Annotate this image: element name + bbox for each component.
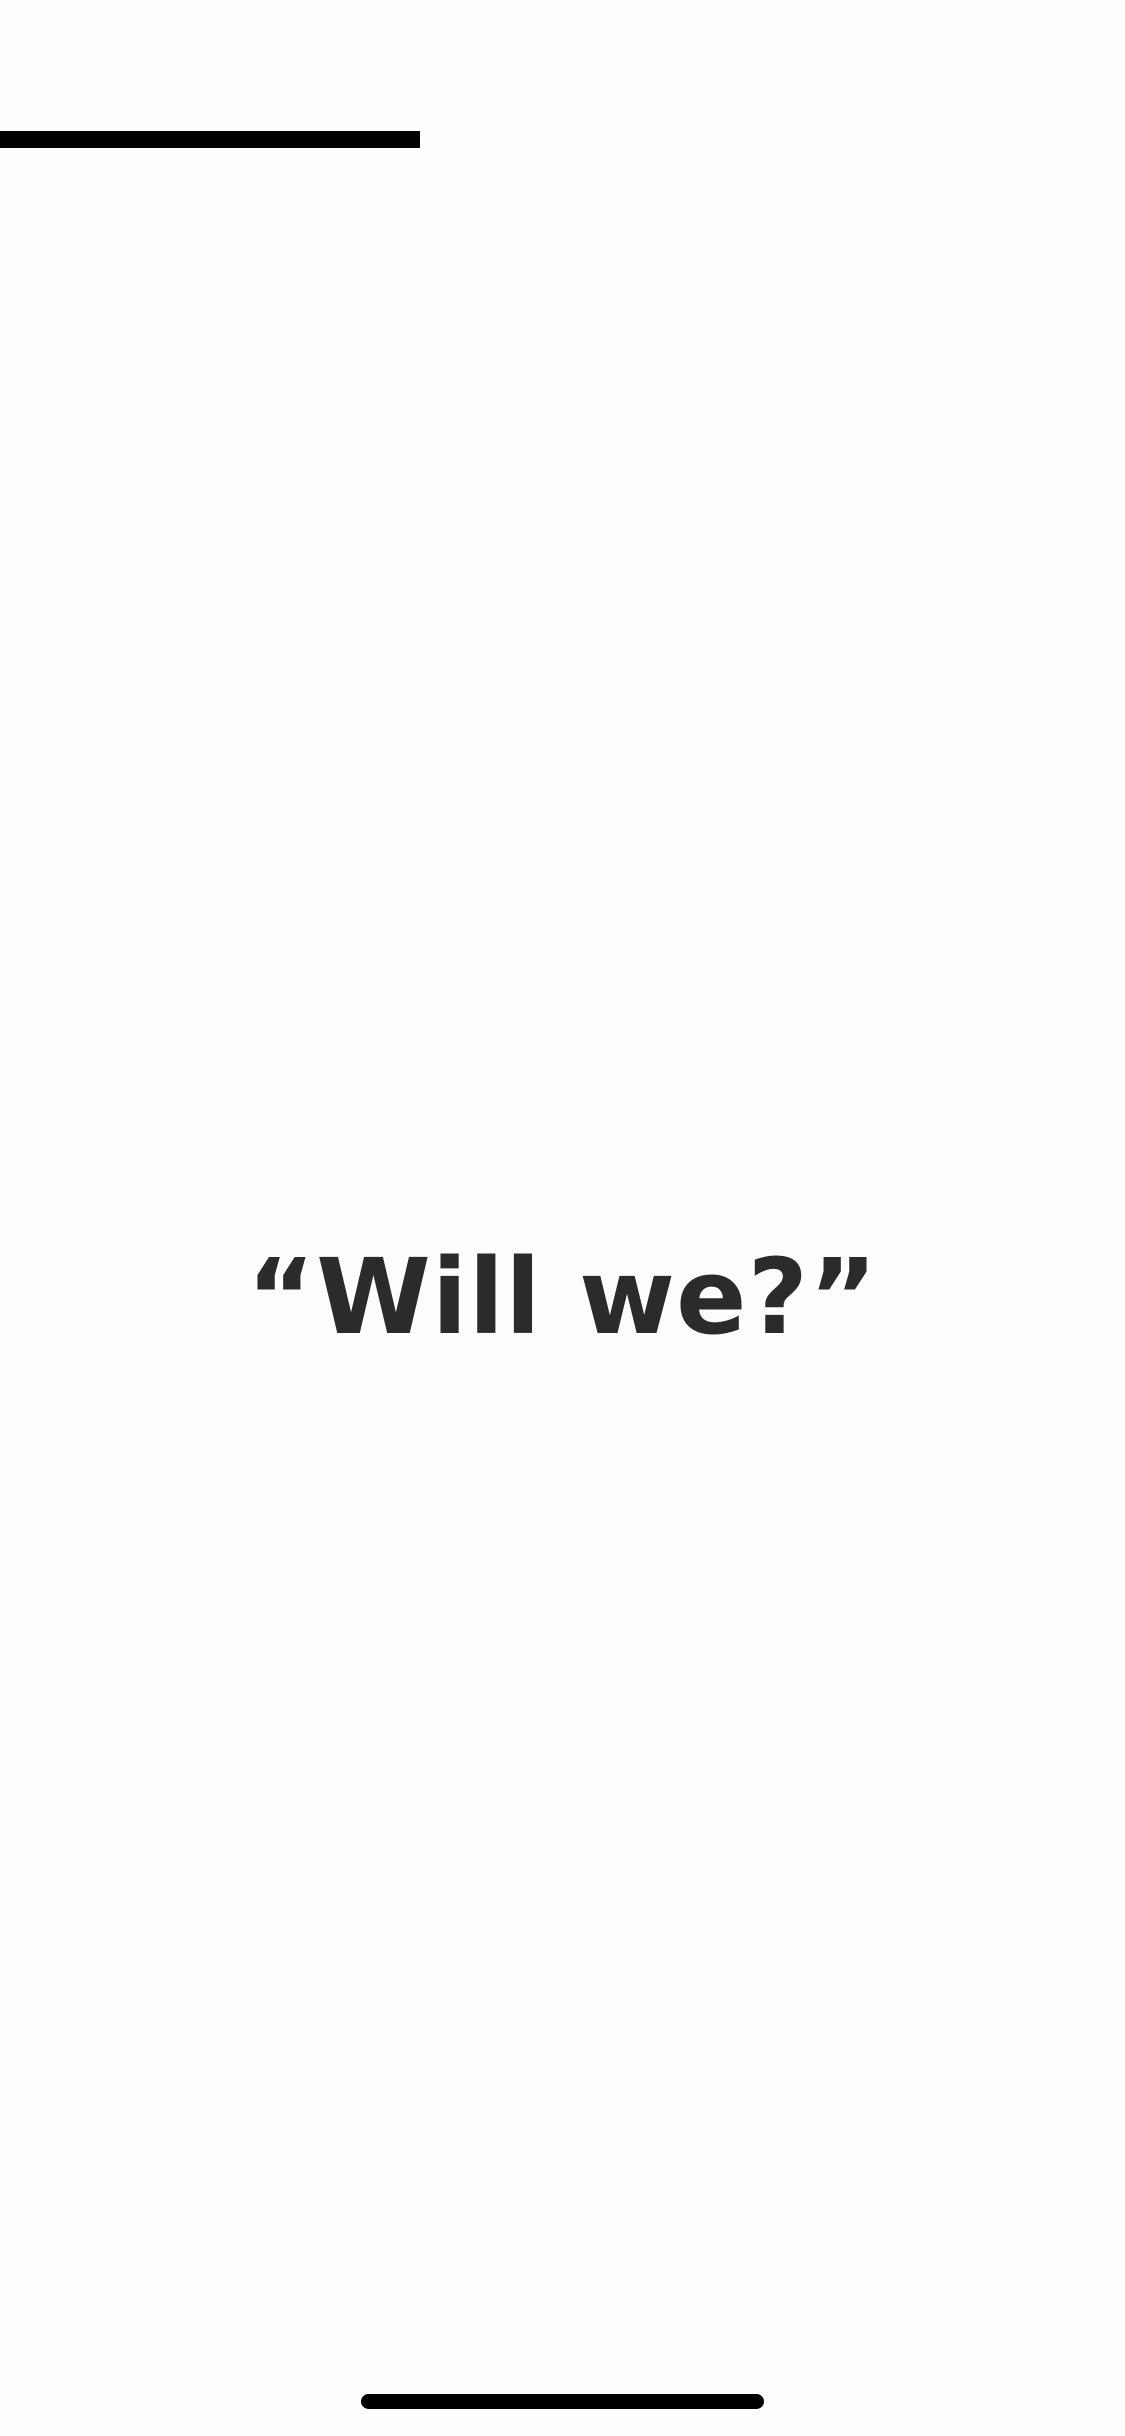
- story-progress-bar: [0, 131, 1125, 148]
- home-indicator[interactable]: [361, 2394, 764, 2409]
- quote-text: “Will we?”: [246, 1236, 879, 1358]
- story-progress-fill: [0, 131, 420, 148]
